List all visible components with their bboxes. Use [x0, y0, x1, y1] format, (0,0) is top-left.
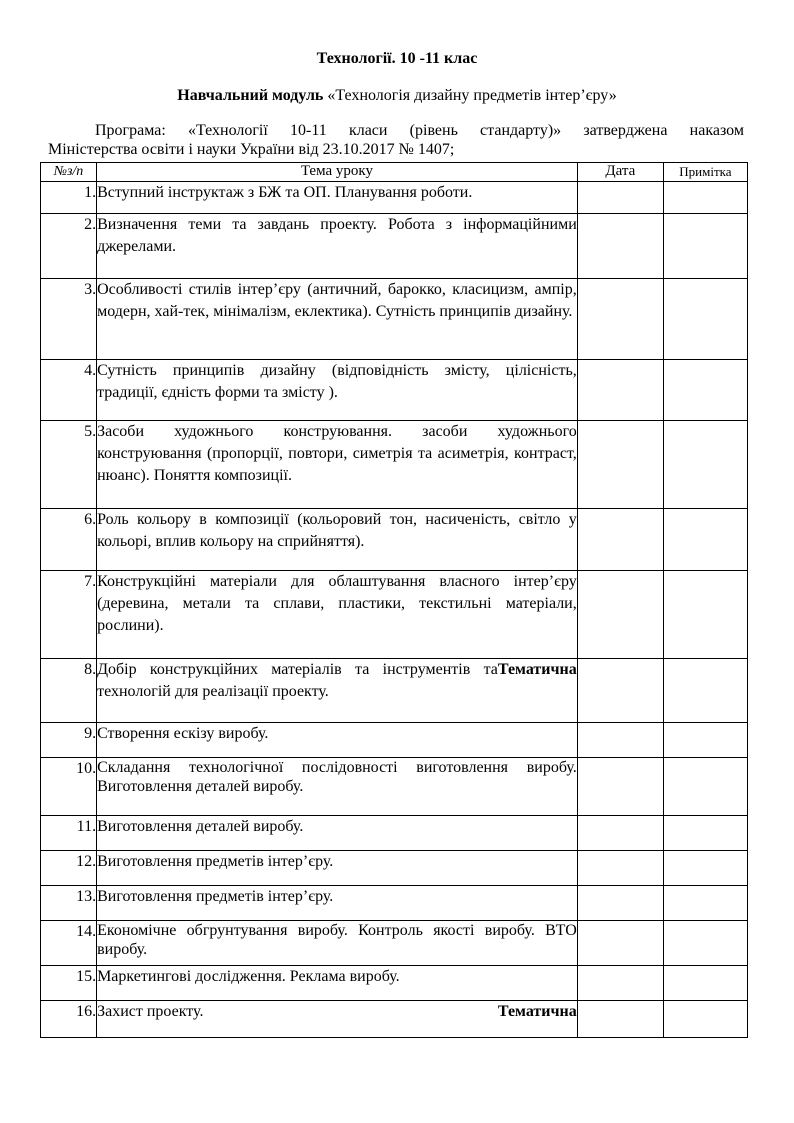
- lesson-topic-text: Виготовлення предметів інтер’єру.: [97, 853, 334, 870]
- module-heading: [0, 87, 794, 105]
- program-line-1: Програма: «Технології 10-11 класи (рівень стандарту)» затверджена наказом: [95, 122, 744, 139]
- date-cell[interactable]: [577, 816, 663, 851]
- note-cell[interactable]: [663, 921, 747, 966]
- table-row: [41, 758, 748, 816]
- date-cell[interactable]: [577, 723, 663, 758]
- date-cell[interactable]: [577, 214, 663, 279]
- note-cell[interactable]: [663, 214, 747, 279]
- date-cell[interactable]: [577, 279, 663, 360]
- lesson-plan-table: [40, 162, 748, 1038]
- lesson-number: 3.: [41, 279, 97, 360]
- lesson-topic: [97, 723, 578, 758]
- lesson-topic-text: Сутність принципів дизайну (відповідність змісту, цілісність, традиції, єдність форми та змісту ).: [97, 362, 577, 401]
- lesson-topic-text: Визначення теми та завдань проекту. Робота з інформаційними джерелами.: [97, 216, 577, 255]
- lesson-number: 9.: [41, 723, 97, 758]
- assessment-tag: Тематична: [497, 1003, 577, 1020]
- note-cell[interactable]: [663, 816, 747, 851]
- table-header-row: [41, 163, 748, 182]
- date-cell[interactable]: [577, 966, 663, 1001]
- date-cell[interactable]: [577, 659, 663, 723]
- date-cell[interactable]: [577, 571, 663, 659]
- lesson-topic-text: Особливості стилів інтер’єру (античний, барокко, класицизм, ампір, модерн, хай-тек, мінімалізм, еклектика). Сутність принципів дизайну.: [97, 281, 577, 320]
- lesson-topic-text: Добір конструкційних матеріалів та інструментів та технологій для реалізації проекту.: [97, 661, 498, 700]
- lesson-topic-text: Засоби художнього конструювання. засоби художнього конструювання (пропорції, повтори, симетрія та асиметрія, контраст, нюанс). Поняття композиції.: [97, 423, 577, 484]
- note-cell[interactable]: [663, 886, 747, 921]
- date-cell[interactable]: [577, 182, 663, 214]
- table-row: [41, 214, 748, 279]
- lesson-topic: [97, 816, 578, 851]
- date-cell[interactable]: [577, 851, 663, 886]
- lesson-topic: [97, 886, 578, 921]
- lesson-topic: [97, 921, 578, 966]
- lesson-topic-text: Вступний інструктаж з БЖ та ОП. Планування роботи.: [97, 184, 473, 201]
- program-statement: [48, 121, 744, 159]
- lesson-number: 6.: [41, 509, 97, 571]
- header-number: №з/п: [41, 163, 97, 182]
- table-row: [41, 571, 748, 659]
- note-cell[interactable]: [663, 758, 747, 816]
- module-label: Навчальний модуль: [177, 87, 324, 104]
- note-cell[interactable]: [663, 509, 747, 571]
- table-row: [41, 421, 748, 509]
- table-row: [41, 279, 748, 360]
- lesson-number: 11.: [41, 816, 97, 851]
- note-cell[interactable]: [663, 571, 747, 659]
- lesson-topic-text: Маркетингові дослідження. Реклама виробу.: [97, 968, 400, 985]
- table-body: [41, 182, 748, 1038]
- date-cell[interactable]: [577, 509, 663, 571]
- note-cell[interactable]: [663, 182, 747, 214]
- table-row: [41, 182, 748, 214]
- lesson-topic: [97, 509, 578, 571]
- lesson-number: 8.: [41, 659, 97, 723]
- lesson-topic: [97, 966, 578, 1001]
- lesson-number: 5.: [41, 421, 97, 509]
- note-cell[interactable]: [663, 421, 747, 509]
- lesson-topic-text: Конструкційні матеріали для облаштування власного інтер’єру (деревина, метали та сплави, пластики, текстильні матеріали, рослини).: [97, 573, 577, 634]
- date-cell[interactable]: [577, 1001, 663, 1038]
- table-row: [41, 659, 748, 723]
- table-row: [41, 1001, 748, 1038]
- table-row: [41, 851, 748, 886]
- lesson-topic-text: Виготовлення предметів інтер’єру.: [97, 888, 334, 905]
- header-note: Примітка: [663, 163, 747, 182]
- lesson-topic: [97, 571, 578, 659]
- note-cell[interactable]: [663, 723, 747, 758]
- assessment-tag: Тематична: [497, 661, 577, 678]
- table-row: [41, 723, 748, 758]
- lesson-topic: [97, 421, 578, 509]
- note-cell[interactable]: [663, 966, 747, 1001]
- lesson-number: 1.: [41, 182, 97, 214]
- lesson-topic-text: Створення ескізу виробу.: [97, 725, 269, 742]
- program-line-2: Міністерства освіти і науки України від 23.10.2017 № 1407;: [48, 141, 455, 158]
- lesson-number: 10.: [41, 758, 97, 816]
- note-cell[interactable]: [663, 1001, 747, 1038]
- lesson-topic: [97, 182, 578, 214]
- lesson-topic-text: Економічне обгрунтування виробу. Контроль якості виробу. ВТО виробу.: [97, 922, 577, 958]
- note-cell[interactable]: [663, 360, 747, 421]
- date-cell[interactable]: [577, 921, 663, 966]
- table-row: [41, 886, 748, 921]
- table-row: [41, 921, 748, 966]
- table-row: [41, 966, 748, 1001]
- lesson-topic: [97, 214, 578, 279]
- lesson-topic-text: Складання технологічної послідовності виготовлення виробу. Виготовлення деталей виробу.: [97, 759, 577, 795]
- header-date: Дата: [577, 163, 663, 182]
- lesson-number: 4.: [41, 360, 97, 421]
- date-cell[interactable]: [577, 360, 663, 421]
- date-cell[interactable]: [577, 886, 663, 921]
- note-cell[interactable]: [663, 659, 747, 723]
- header-topic: Тема уроку: [97, 163, 578, 182]
- module-name: «Технологія дизайну предметів інтер’єру»: [327, 87, 617, 104]
- lesson-number: 2.: [41, 214, 97, 279]
- lesson-topic-text: Роль кольору в композиції (кольоровий тон, насиченість, світло у кольорі, вплив кольору на сприйняття).: [97, 511, 577, 550]
- date-cell[interactable]: [577, 421, 663, 509]
- lesson-number: 7.: [41, 571, 97, 659]
- note-cell[interactable]: [663, 279, 747, 360]
- table-row: [41, 360, 748, 421]
- lesson-topic-text: Захист проекту.: [97, 1003, 204, 1020]
- date-cell[interactable]: [577, 758, 663, 816]
- table-row: [41, 816, 748, 851]
- table-row: [41, 509, 748, 571]
- document-title: Технології. 10 -11 клас: [316, 50, 478, 67]
- lesson-number: 12.: [41, 851, 97, 886]
- lesson-number: 14.: [41, 921, 97, 966]
- note-cell[interactable]: [663, 851, 747, 886]
- lesson-topic: [97, 851, 578, 886]
- lesson-topic-text: Виготовлення деталей виробу.: [97, 818, 304, 835]
- lesson-topic: [97, 758, 578, 816]
- lesson-number: 13.: [41, 886, 97, 921]
- lesson-topic: [97, 1001, 578, 1038]
- lesson-topic: [97, 360, 578, 421]
- lesson-number: 15.: [41, 966, 97, 1001]
- lesson-topic: [97, 279, 578, 360]
- lesson-topic: [97, 659, 578, 723]
- lesson-number: 16.: [41, 1001, 97, 1038]
